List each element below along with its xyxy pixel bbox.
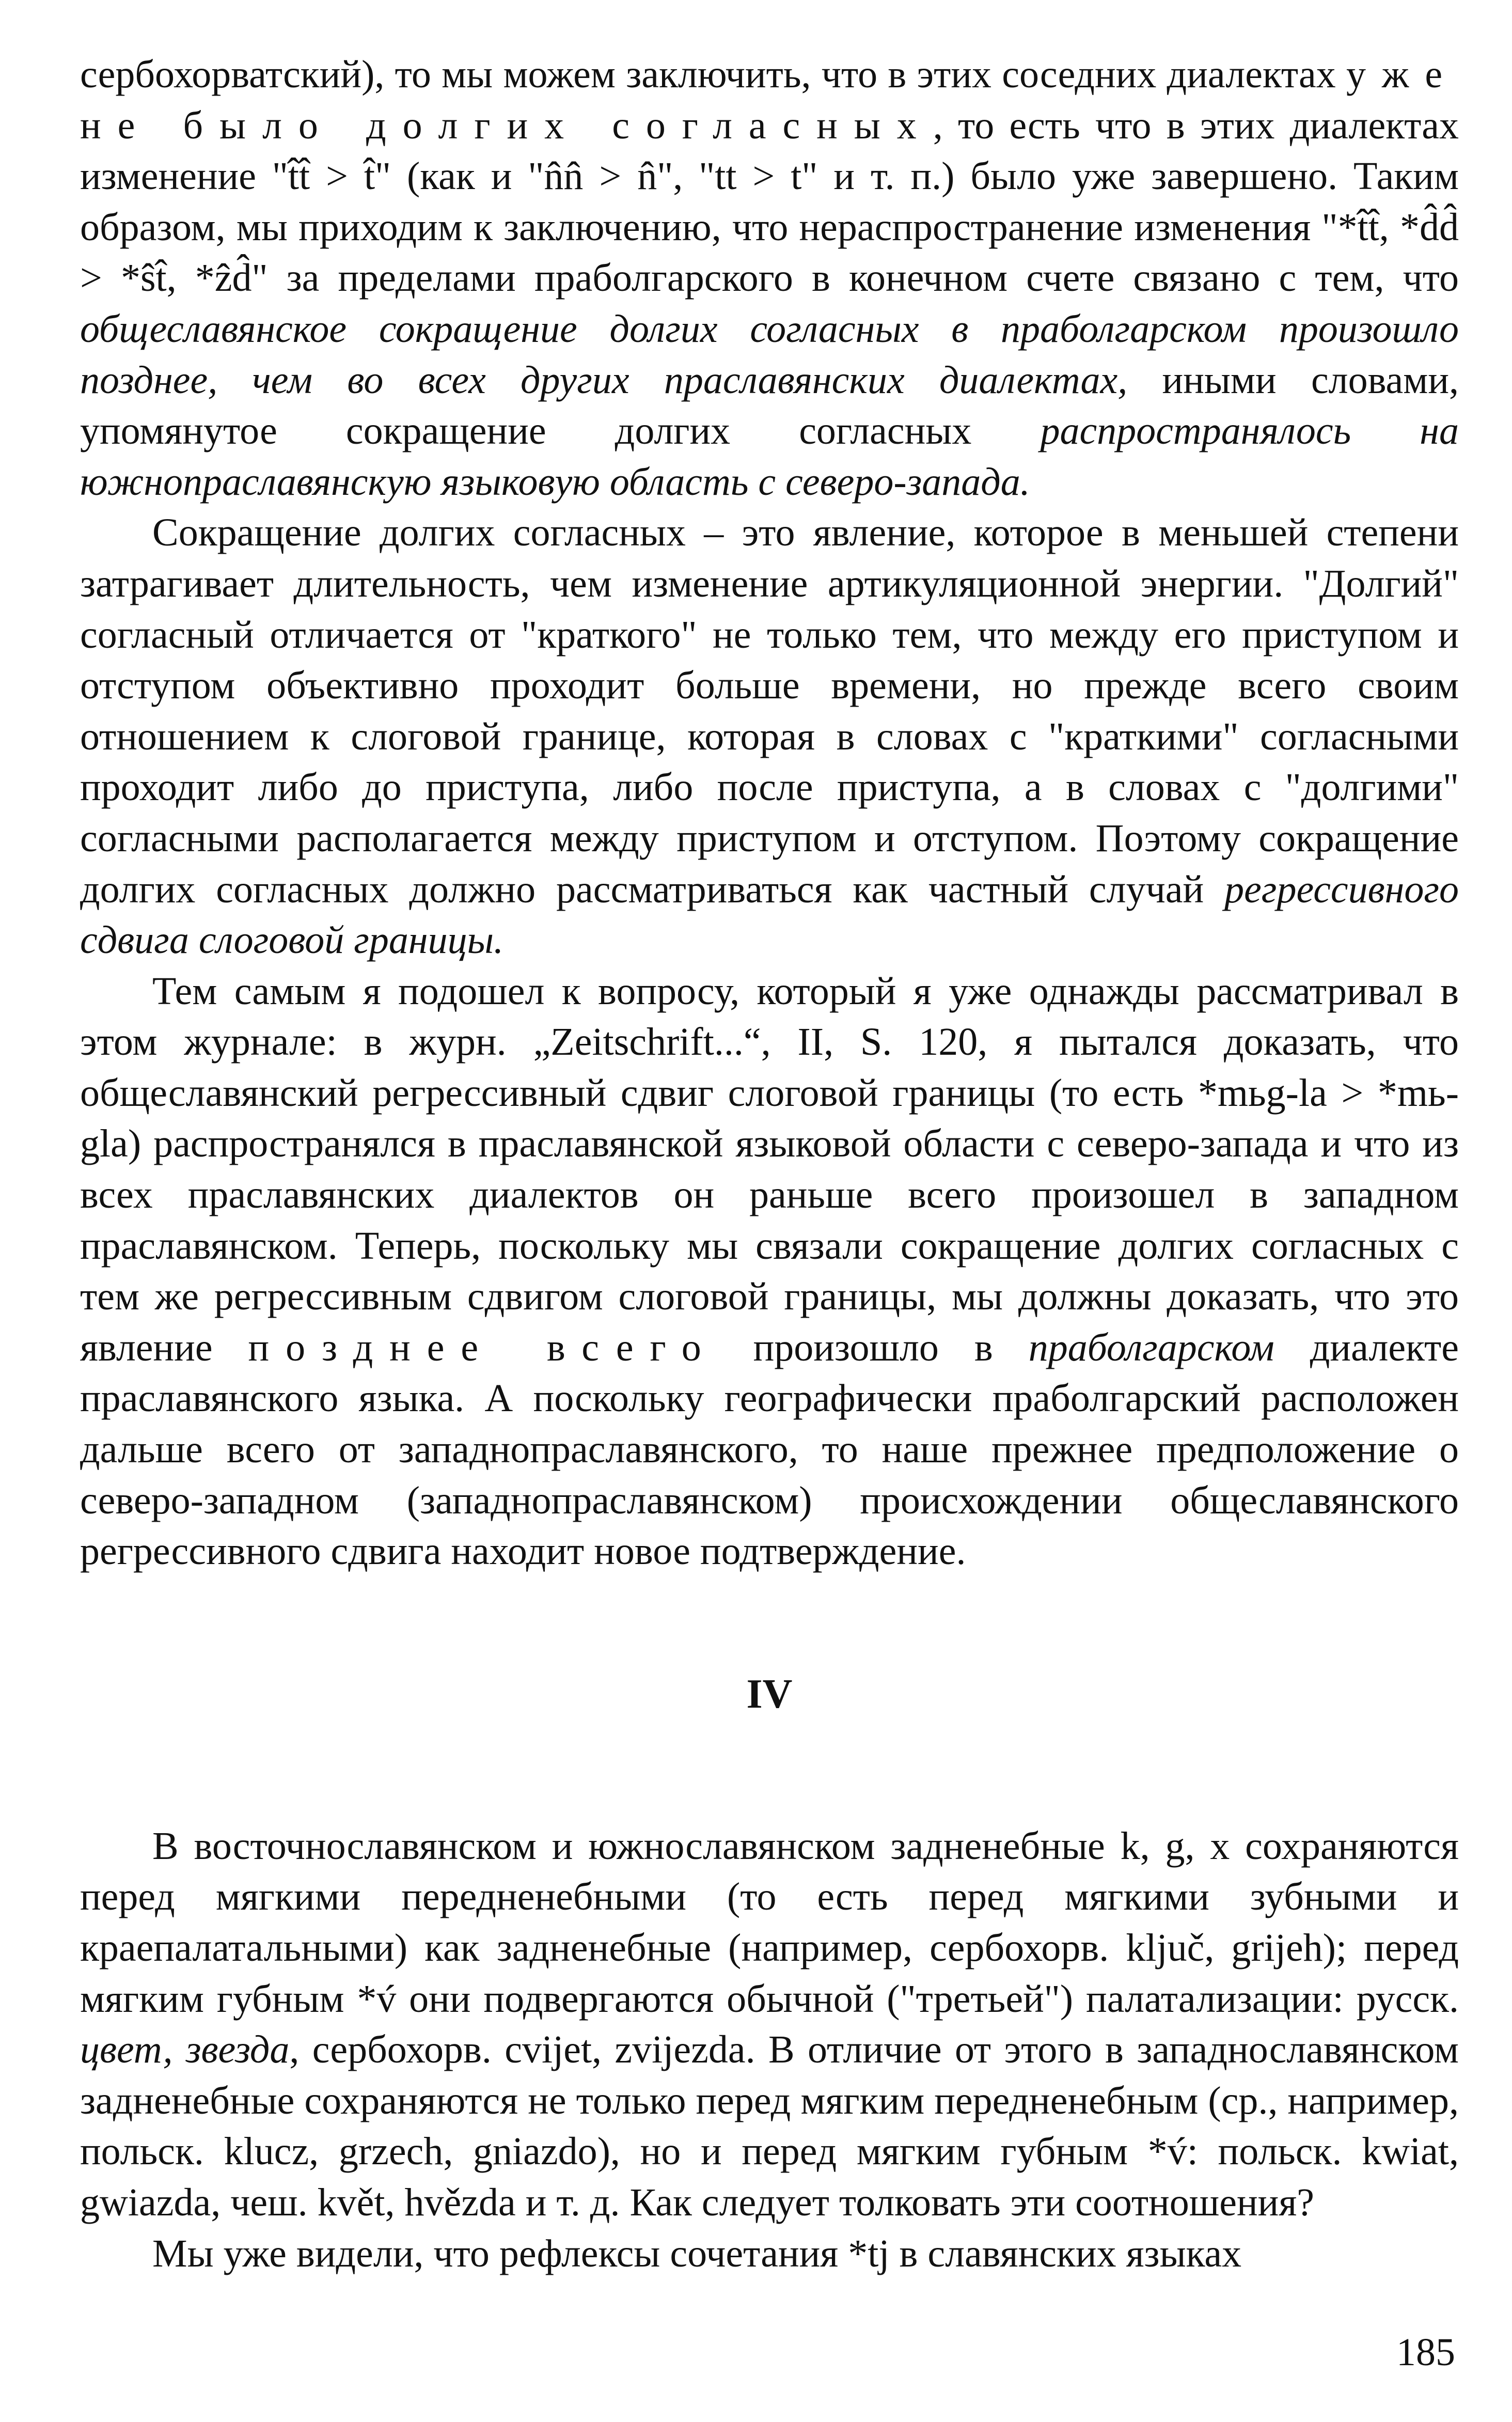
text-run: Тем самым я подошел к вопросу, который я уже однажды рассматривал в этом журнале: в журн. „Zeitschrift...“, II, S. 120, я пытался доказать, что общеславянский регрессивный сдвиг слоговой границы (то есть *mьg-la > *mь-gla) распространялся в праславянской языковой области с северо-запада и что из всех праславянских диалектов он раньше всего произошел в западном праславянском. Теперь, поскольку мы связали сокращение долгих согласных с тем же регрессивным сдвигом слоговой границы, мы должны доказать, что это явление [80, 969, 1459, 1369]
spaced-text: уже не было долгих согласных [80, 53, 1459, 147]
text-run: диалекте праславянского языка. А поскольку географически праболгарский расположен дальше всего от западнопраславянского, то наше прежнее предположение о северо-западном (западнопраславянском) происхождении общеславянского регрессивного сдвига находит новое подтверждение. [80, 1325, 1459, 1573]
spaced-text: позднее всего [248, 1325, 718, 1369]
text-run: В восточнославянском и южнославянском задненебные k, g, x сохраняются перед мягкими передненебными (то есть перед мягкими зубными и краепалатальными) как задненебные (например, сербохорв. ključ, grijeh); перед мягким губным *v́ они подвергаются обычной ("третьей") палатализации: русск. [80, 1824, 1459, 2021]
text-run: , сербохорв. cvijet, zvijezda. В отличие от этого в западнославянском задненебные сохраняются не только перед мягким передненебным (ср., например, польск. klucz, grzech, gniazdo), но и перед мягким губным *v́: польск. kwiat, gwiazda, чеш. květ, hvězda и т. д. Как следует толковать эти соотношения? [80, 2028, 1459, 2224]
italic-text: распространялось на южнопраславянскую языковую область с северо-запада. [80, 409, 1459, 504]
italic-text: праболгарском [1028, 1325, 1274, 1369]
page-body [80, 49, 1459, 2279]
text-run: иными словами, упомянутое сокращение долгих согласных [80, 358, 1459, 453]
italic-text: общеславянское сокращение долгих согласных в праболгарском произошло позднее, чем во всех других праславянских диалектах, [80, 307, 1459, 402]
paragraph-2 [80, 507, 1459, 965]
paragraph-4 [80, 1821, 1459, 2228]
paragraph-5 [80, 2228, 1459, 2279]
italic-text: цвет, звезда [80, 2028, 290, 2072]
text-run: Мы уже видели, что рефлексы сочетания *tj в славянских языках [152, 2231, 1242, 2275]
italic-text: регрессивного сдвига слоговой границы. [80, 867, 1459, 962]
page-number: 185 [1396, 2331, 1455, 2374]
text-run: произошло в [717, 1325, 1029, 1369]
paragraph-3 [80, 966, 1459, 1577]
section-heading: IV [746, 1671, 793, 1717]
text-run: , то есть что в этих диалектах изменение "t̂t̂ > t̂" (как и "n̂n̂ > n̂", "tt > t" и т. п.) было уже завершено. Таким образом, мы приходим к заключению, что нераспространение изменения "*t̂t̂, *d̂d̂ > *ŝt̂, *ẑd̂" за пределами праболгарского в конечном счете связано с тем, что [80, 103, 1459, 300]
text-run: сербохорватский), то мы можем заключить, что в этих соседних диалектах [80, 53, 1346, 96]
paragraph-1 [80, 49, 1459, 507]
text-run: Сокращение долгих согласных – это явление, которое в меньшей степени затрагивает длительность, чем изменение артикуляционной энергии. "Долгий" согласный отличается от "краткого" не только тем, что между его приступом и отступом объективно проходит больше времени, но прежде всего своим отношением к слоговой границе, которая в словах с "краткими" согласными проходит либо до приступа, либо после приступа, а в словах с "долгими" согласными располагается между приступом и отступом. Поэтому сокращение долгих согласных должно рассматриваться как частный случай [80, 511, 1459, 911]
